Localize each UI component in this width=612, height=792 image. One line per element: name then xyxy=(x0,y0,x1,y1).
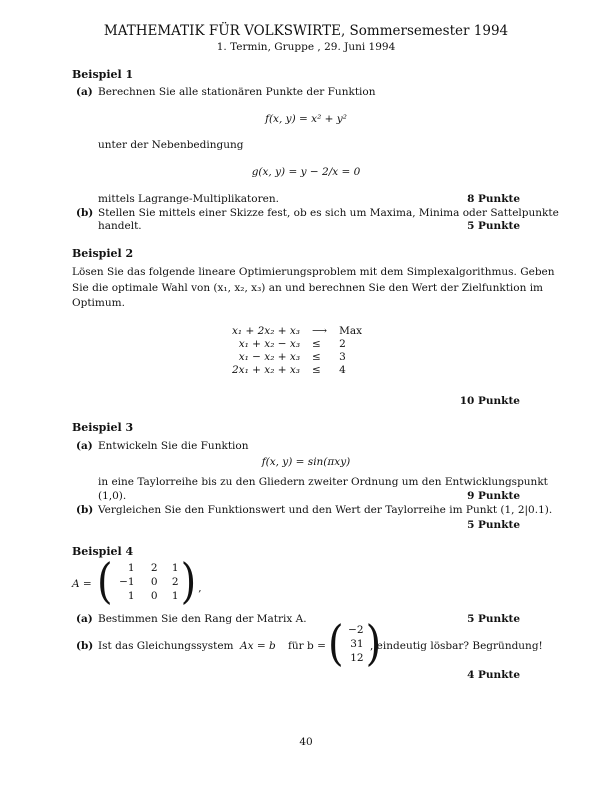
example-3b-text: Vergleichen Sie den Funktionswert und den Wert der Taylorreihe im Punkt (1, 2|0.1). xyxy=(98,504,553,516)
lp-row xyxy=(226,325,368,338)
example-3b-points: 5 Punkte xyxy=(467,519,520,531)
page-title: MATHEMATIK FÜR VOLKSWIRTE, Sommersemester 1994 xyxy=(103,23,509,39)
example-1b-text-cont: handelt. xyxy=(98,220,142,232)
matrix-cell: −1 xyxy=(119,576,135,588)
example-4b-equation: Ax = b xyxy=(240,640,276,652)
right-paren-icon: ) xyxy=(365,616,382,672)
example-2-text-line-1: Lösen Sie das folgende lineare Optimierungsproblem mit dem Simplexalgorithmus. Geben xyxy=(72,266,555,278)
matrix-cell: 1 xyxy=(127,590,135,602)
example-1-g-formula: g(x, y) = y − 2/x = 0 xyxy=(251,166,361,178)
lp-table xyxy=(226,325,368,378)
vector-cell: 12 xyxy=(350,652,364,664)
example-3a-label: (a) xyxy=(76,440,93,452)
matrix-cell: 1 xyxy=(127,562,135,574)
lp-row xyxy=(226,351,368,364)
lp-row xyxy=(226,338,368,351)
example-4a-label: (a) xyxy=(76,613,93,625)
example-1-lagrange-text: mittels Lagrange-Multiplikatoren. xyxy=(98,193,279,205)
example-1a-text: Berechnen Sie alle stationären Punkte der Funktion xyxy=(98,86,376,98)
left-paren-icon: ( xyxy=(97,554,113,610)
matrix-cell: 0 xyxy=(150,590,158,602)
matrix-cell: 2 xyxy=(150,562,158,574)
matrix-a-comma: , xyxy=(198,582,202,595)
example-4b-question: , eindeutig lösbar? Begründung! xyxy=(370,640,543,652)
example-1-condition-text: unter der Nebenbedingung xyxy=(98,139,244,151)
example-1a-points: 8 Punkte xyxy=(467,193,520,205)
example-3-taylor-point: (1,0). xyxy=(98,490,127,502)
lp-relation: ≤ xyxy=(312,351,321,364)
example-3a-text: Entwickeln Sie die Funktion xyxy=(98,440,249,452)
matrix-a-grid xyxy=(113,561,181,603)
example-1-heading: Beispiel 1 xyxy=(72,68,134,81)
example-3-f-formula: f(x, y) = sin(πxy) xyxy=(261,456,351,468)
example-2-points: 10 Punkte xyxy=(459,395,520,407)
example-1b-text: Stellen Sie mittels einer Skizze fest, ob es sich um Maxima, Minima oder Sattelpunkte xyxy=(98,207,559,219)
lp-rhs: 2 xyxy=(339,338,346,351)
example-4b-text: Ist das Gleichungssystem xyxy=(98,640,234,652)
vector-cell: −2 xyxy=(348,624,364,636)
right-paren-icon: ) xyxy=(180,554,197,610)
vector-b-grid xyxy=(344,623,366,665)
lp-rhs: Max xyxy=(339,325,363,337)
lp-lhs: x₁ + x₂ − x₃ xyxy=(238,338,301,351)
lp-rhs: 4 xyxy=(339,364,346,377)
lp-lhs: 2x₁ + x₂ + x₃ xyxy=(232,364,301,377)
lp-rhs: 3 xyxy=(339,351,346,364)
left-paren-icon: ( xyxy=(328,616,344,672)
example-4b-for-b: für b = xyxy=(288,640,326,652)
example-2-heading: Beispiel 2 xyxy=(72,247,134,260)
example-2-text-line-3: Optimum. xyxy=(72,297,125,309)
example-1b-points: 5 Punkte xyxy=(467,220,520,232)
example-3a-points: 9 Punkte xyxy=(467,490,520,502)
example-1b-label: (b) xyxy=(76,207,94,219)
example-3-heading: Beispiel 3 xyxy=(72,421,134,434)
lp-relation: ≤ xyxy=(312,338,321,351)
lp-problem xyxy=(226,325,368,378)
example-4b-label: (b) xyxy=(76,640,94,652)
example-4b-points: 4 Punkte xyxy=(467,669,520,681)
example-4a-points: 5 Punkte xyxy=(467,613,520,625)
example-3b-label: (b) xyxy=(76,504,94,516)
example-4-heading: Beispiel 4 xyxy=(72,545,134,558)
lp-lhs: x₁ + 2x₂ + x₃ xyxy=(232,325,301,337)
matrix-cell: 2 xyxy=(171,576,179,588)
example-4a-text: Bestimmen Sie den Rang der Matrix A. xyxy=(98,613,307,625)
page-subtitle: 1. Termin, Gruppe , 29. Juni 1994 xyxy=(216,41,396,53)
matrix-cell: 1 xyxy=(171,562,179,574)
lp-relation: ≤ xyxy=(312,364,321,377)
matrix-a xyxy=(97,554,202,610)
page-number: 40 xyxy=(299,736,313,748)
example-1a-label: (a) xyxy=(76,86,93,98)
matrix-cell: 1 xyxy=(171,590,179,602)
example-2-text-line-2: Sie die optimale Wahl von (x₁, x₂, x₃) an und berechnen Sie den Wert der Zielfunktion im xyxy=(72,282,544,294)
example-1-f-formula: f(x, y) = x² + y² xyxy=(265,113,347,125)
vector-cell: 31 xyxy=(350,638,364,650)
example-3-taylor-text: in eine Taylorreihe bis zu den Gliedern zweiter Ordnung um den Entwicklungspunkt xyxy=(98,476,548,488)
matrix-cell: 0 xyxy=(150,576,158,588)
lp-lhs: x₁ − x₂ + x₃ xyxy=(238,351,301,364)
lp-relation: ⟶ xyxy=(312,325,328,337)
lp-row xyxy=(226,364,368,377)
matrix-a-label: A = xyxy=(72,578,92,590)
